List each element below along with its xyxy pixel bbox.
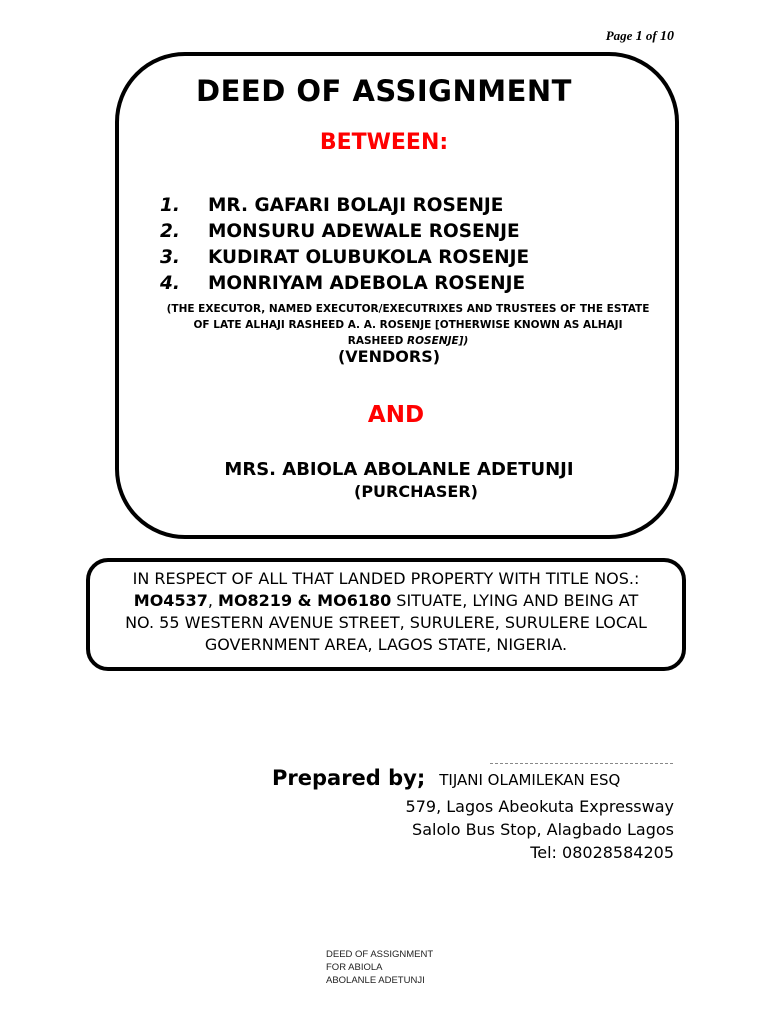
page-of: of xyxy=(645,28,657,43)
purchaser-role: (PURCHASER) xyxy=(354,482,478,501)
executor-note xyxy=(138,301,678,349)
property-text: SITUATE, LYING AND BEING AT xyxy=(391,591,639,610)
separator: , xyxy=(207,591,219,610)
preparer-name: TIJANI OLAMILEKAN ESQ xyxy=(439,771,621,789)
footer-line: ABOLANLE ADETUNJI xyxy=(326,975,425,986)
property-line xyxy=(96,590,676,612)
footer-line: FOR ABIOLA xyxy=(326,962,383,973)
party-number: 2. xyxy=(160,221,180,242)
property-line: IN RESPECT OF ALL THAT LANDED PROPERTY WITH TITLE NOS.: xyxy=(132,569,640,588)
page-number xyxy=(560,28,674,45)
party-item xyxy=(160,247,529,268)
party-name: MONRIYAM ADEBOLA ROSENJE xyxy=(208,273,526,294)
prepared-label: Prepared by; xyxy=(272,766,426,790)
note-line: (THE EXECUTOR, NAMED EXECUTOR/EXECUTRIXES AND TRUSTEES OF THE ESTATE xyxy=(166,303,650,315)
between-heading: BETWEEN: xyxy=(319,130,449,155)
footer-line: DEED OF ASSIGNMENT xyxy=(326,949,434,960)
party-item xyxy=(160,221,520,242)
footer-note xyxy=(326,948,433,987)
deed-title: DEED OF ASSIGNMENT xyxy=(196,74,572,108)
telephone: Tel: 08028584205 xyxy=(530,843,674,862)
party-name: MONSURU ADEWALE ROSENJE xyxy=(208,221,520,242)
purchaser-name: MRS. ABIOLA ABOLANLE ADETUNJI xyxy=(224,459,574,480)
party-name: KUDIRAT OLUBUKOLA ROSENJE xyxy=(208,247,530,268)
party-number: 1. xyxy=(160,195,180,216)
party-item xyxy=(160,195,503,216)
title-number: MO4537 xyxy=(133,591,208,610)
note-italic: ROSENJE]) xyxy=(407,335,469,347)
page-total: 10 xyxy=(660,29,674,44)
and-heading: AND xyxy=(367,402,425,428)
address-line: 579, Lagos Abeokuta Expressway xyxy=(405,797,674,816)
party-number: 3. xyxy=(160,247,180,268)
party-item xyxy=(160,273,525,294)
title-numbers: MO8219 & MO6180 xyxy=(218,591,392,610)
page-current: 1 xyxy=(635,29,643,44)
prepared-by xyxy=(272,766,620,790)
property-description xyxy=(96,568,676,656)
note-text: RASHEED xyxy=(347,335,408,347)
property-line: NO. 55 WESTERN AVENUE STREET, SURULERE, SURULERE LOCAL xyxy=(125,613,647,632)
address-line: Salolo Bus Stop, Alagbado Lagos xyxy=(412,820,674,839)
page-label: Page xyxy=(605,28,633,43)
signature-line xyxy=(490,763,673,764)
note-line: OF LATE ALHAJI RASHEED A. A. ROSENJE [OTHERWISE KNOWN AS ALHAJI xyxy=(193,319,623,331)
party-number: 4. xyxy=(160,273,180,294)
party-name: MR. GAFARI BOLAJI ROSENJE xyxy=(208,195,504,216)
vendors-label: (VENDORS) xyxy=(337,347,441,366)
property-line: GOVERNMENT AREA, LAGOS STATE, NIGERIA. xyxy=(204,635,568,654)
